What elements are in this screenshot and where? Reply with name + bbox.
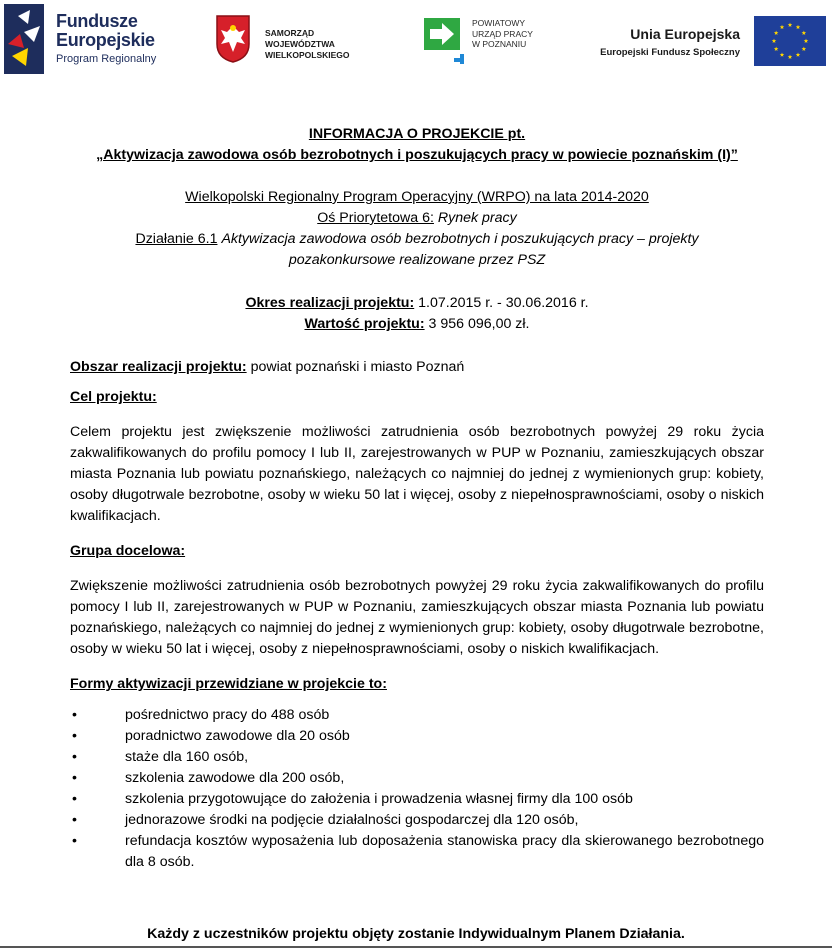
pup-logo-line2: URZĄD PRACY — [472, 28, 533, 39]
sw-logo-line2: WIELKOPOLSKIEGO — [265, 50, 350, 60]
document-body — [70, 124, 764, 873]
pup-logo-line1: POWIATOWY — [472, 18, 526, 28]
list-item: • jednorazowe środki na podjęcie działalności gospodarczej dla 120 osób, — [70, 810, 764, 831]
eagle-crest-icon — [215, 14, 251, 64]
list-item: • szkolenia przygotowujące do założenia i prowadzenia własnej firmy dla 100 osób — [70, 789, 764, 810]
project-name: „Aktywizacja zawodowa osób bezrobotnych i poszukujących pracy w powiecie poznańskim (I)” — [96, 147, 738, 163]
fundusze-europejskie-emblem-icon — [4, 4, 48, 74]
action-value: Aktywizacja zawodowa osób bezrobotnych i poszukujących pracy – projekty pozakonkursowe realizowane przez PSZ — [221, 231, 699, 268]
eu-flag-icon — [754, 16, 826, 66]
priority-axis-label: Oś Priorytetowa 6: — [317, 210, 434, 226]
priority-axis-value: Rynek pracy — [437, 210, 517, 226]
ue-logo-line2: Europejski Fundusz Społeczny — [600, 47, 740, 58]
bullet-icon: • — [72, 749, 77, 765]
forms-heading: Formy aktywizacji przewidziane w projekcie to: — [70, 676, 387, 692]
bullet-icon: • — [72, 791, 77, 807]
list-item: • szkolenia zawodowe dla 200 osób, — [70, 768, 764, 789]
fe-logo-line3: Program Regionalny — [56, 53, 157, 65]
page-bottom-rule — [0, 946, 832, 948]
fe-logo-line1: Fundusze — [56, 11, 138, 31]
forms-list — [70, 705, 764, 873]
fe-logo-line2: Europejskie — [56, 30, 155, 50]
list-item: • staże dla 160 osób, — [70, 747, 764, 768]
value-value: 3 956 096,00 zł. — [428, 316, 530, 332]
goal-text: Celem projektu jest zwiększenie możliwości zatrudnienia osób bezrobotnych powyżej 29 roku życia zakwalifikowanych do profilu pomocy I lub II, zarejestrowanych w PUP w Poznaniu, zamieszkujących obszar miasta Poznania lub powiatu poznańskiego, należących co najmniej do jednej z wymienionych grup: kobiety, osoby długotrwale bezrobotne, osoby w wieku 50 lat i więcej, osoby z niepełnosprawnościami, osoby o niskich kwalifikacjach. — [70, 424, 764, 524]
project-value — [70, 314, 764, 335]
samorzad-wielkopolski-logo — [215, 4, 375, 76]
period-value: 1.07.2015 r. - 30.06.2016 r. — [418, 295, 589, 311]
value-label: Wartość projektu: — [304, 316, 425, 332]
list-item: • pośrednictwo pracy do 488 osób — [70, 705, 764, 726]
list-item: • poradnictwo zawodowe dla 20 osób — [70, 726, 764, 747]
bullet-icon: • — [72, 812, 77, 828]
bullet-icon: • — [72, 728, 77, 744]
logo-strip — [0, 0, 832, 80]
pup-logo-line3: W POZNANIU — [472, 39, 527, 49]
bullet-icon: • — [72, 833, 77, 849]
project-period — [70, 293, 764, 314]
area-value: powiat poznański i miasto Poznań — [250, 359, 465, 375]
priority-axis — [70, 208, 764, 229]
target-group-heading: Grupa docelowa: — [70, 543, 186, 559]
pup-arrow-icon — [424, 18, 464, 68]
pup-poznan-logo — [424, 4, 544, 76]
footer-note: Każdy z uczestników projektu objęty zostanie Indywidualnym Planem Działania. — [147, 926, 685, 942]
target-group-text: Zwiększenie możliwości zatrudnienia osób bezrobotnych powyżej 29 roku życia zakwalifikowanych do profilu pomocy I lub II, zarejestrowanych w PUP w Poznaniu, zamieszkujących obszar miasta Poznania lub powiatu poznańskiego, należących co najmniej do jednej z wymienionych grup: kobiety, osoby długotrwale bezrobotne, osoby w wieku 50 lat i więcej, osoby z niepełnosprawnościami, osoby o niskich kwalifikacjach. — [70, 578, 764, 657]
document-title-label: INFORMACJA O PROJEKCIE pt. — [308, 126, 526, 142]
list-item: • refundacja kosztów wyposażenia lub doposażenia stanowiska pracy dla skierowanego bezrobotnego dla 8 osób. — [72, 833, 764, 870]
fundusze-europejskie-logo — [4, 4, 179, 76]
action-line — [70, 229, 764, 271]
bullet-icon: • — [72, 770, 77, 786]
action-label: Działanie 6.1 — [135, 231, 218, 247]
project-area — [70, 357, 764, 378]
sw-logo-line1: SAMORZĄD WOJEWÓDZTWA — [265, 28, 335, 49]
goal-heading: Cel projektu: — [70, 389, 157, 405]
bullet-icon: • — [72, 707, 77, 723]
unia-europejska-logo — [590, 4, 830, 76]
program-name: Wielkopolski Regionalny Program Operacyjny (WRPO) na lata 2014-2020 — [185, 189, 649, 205]
area-label: Obszar realizacji projektu: — [70, 359, 247, 375]
period-label: Okres realizacji projektu: — [245, 295, 415, 311]
ue-logo-line1: Unia Europejska — [630, 26, 740, 42]
